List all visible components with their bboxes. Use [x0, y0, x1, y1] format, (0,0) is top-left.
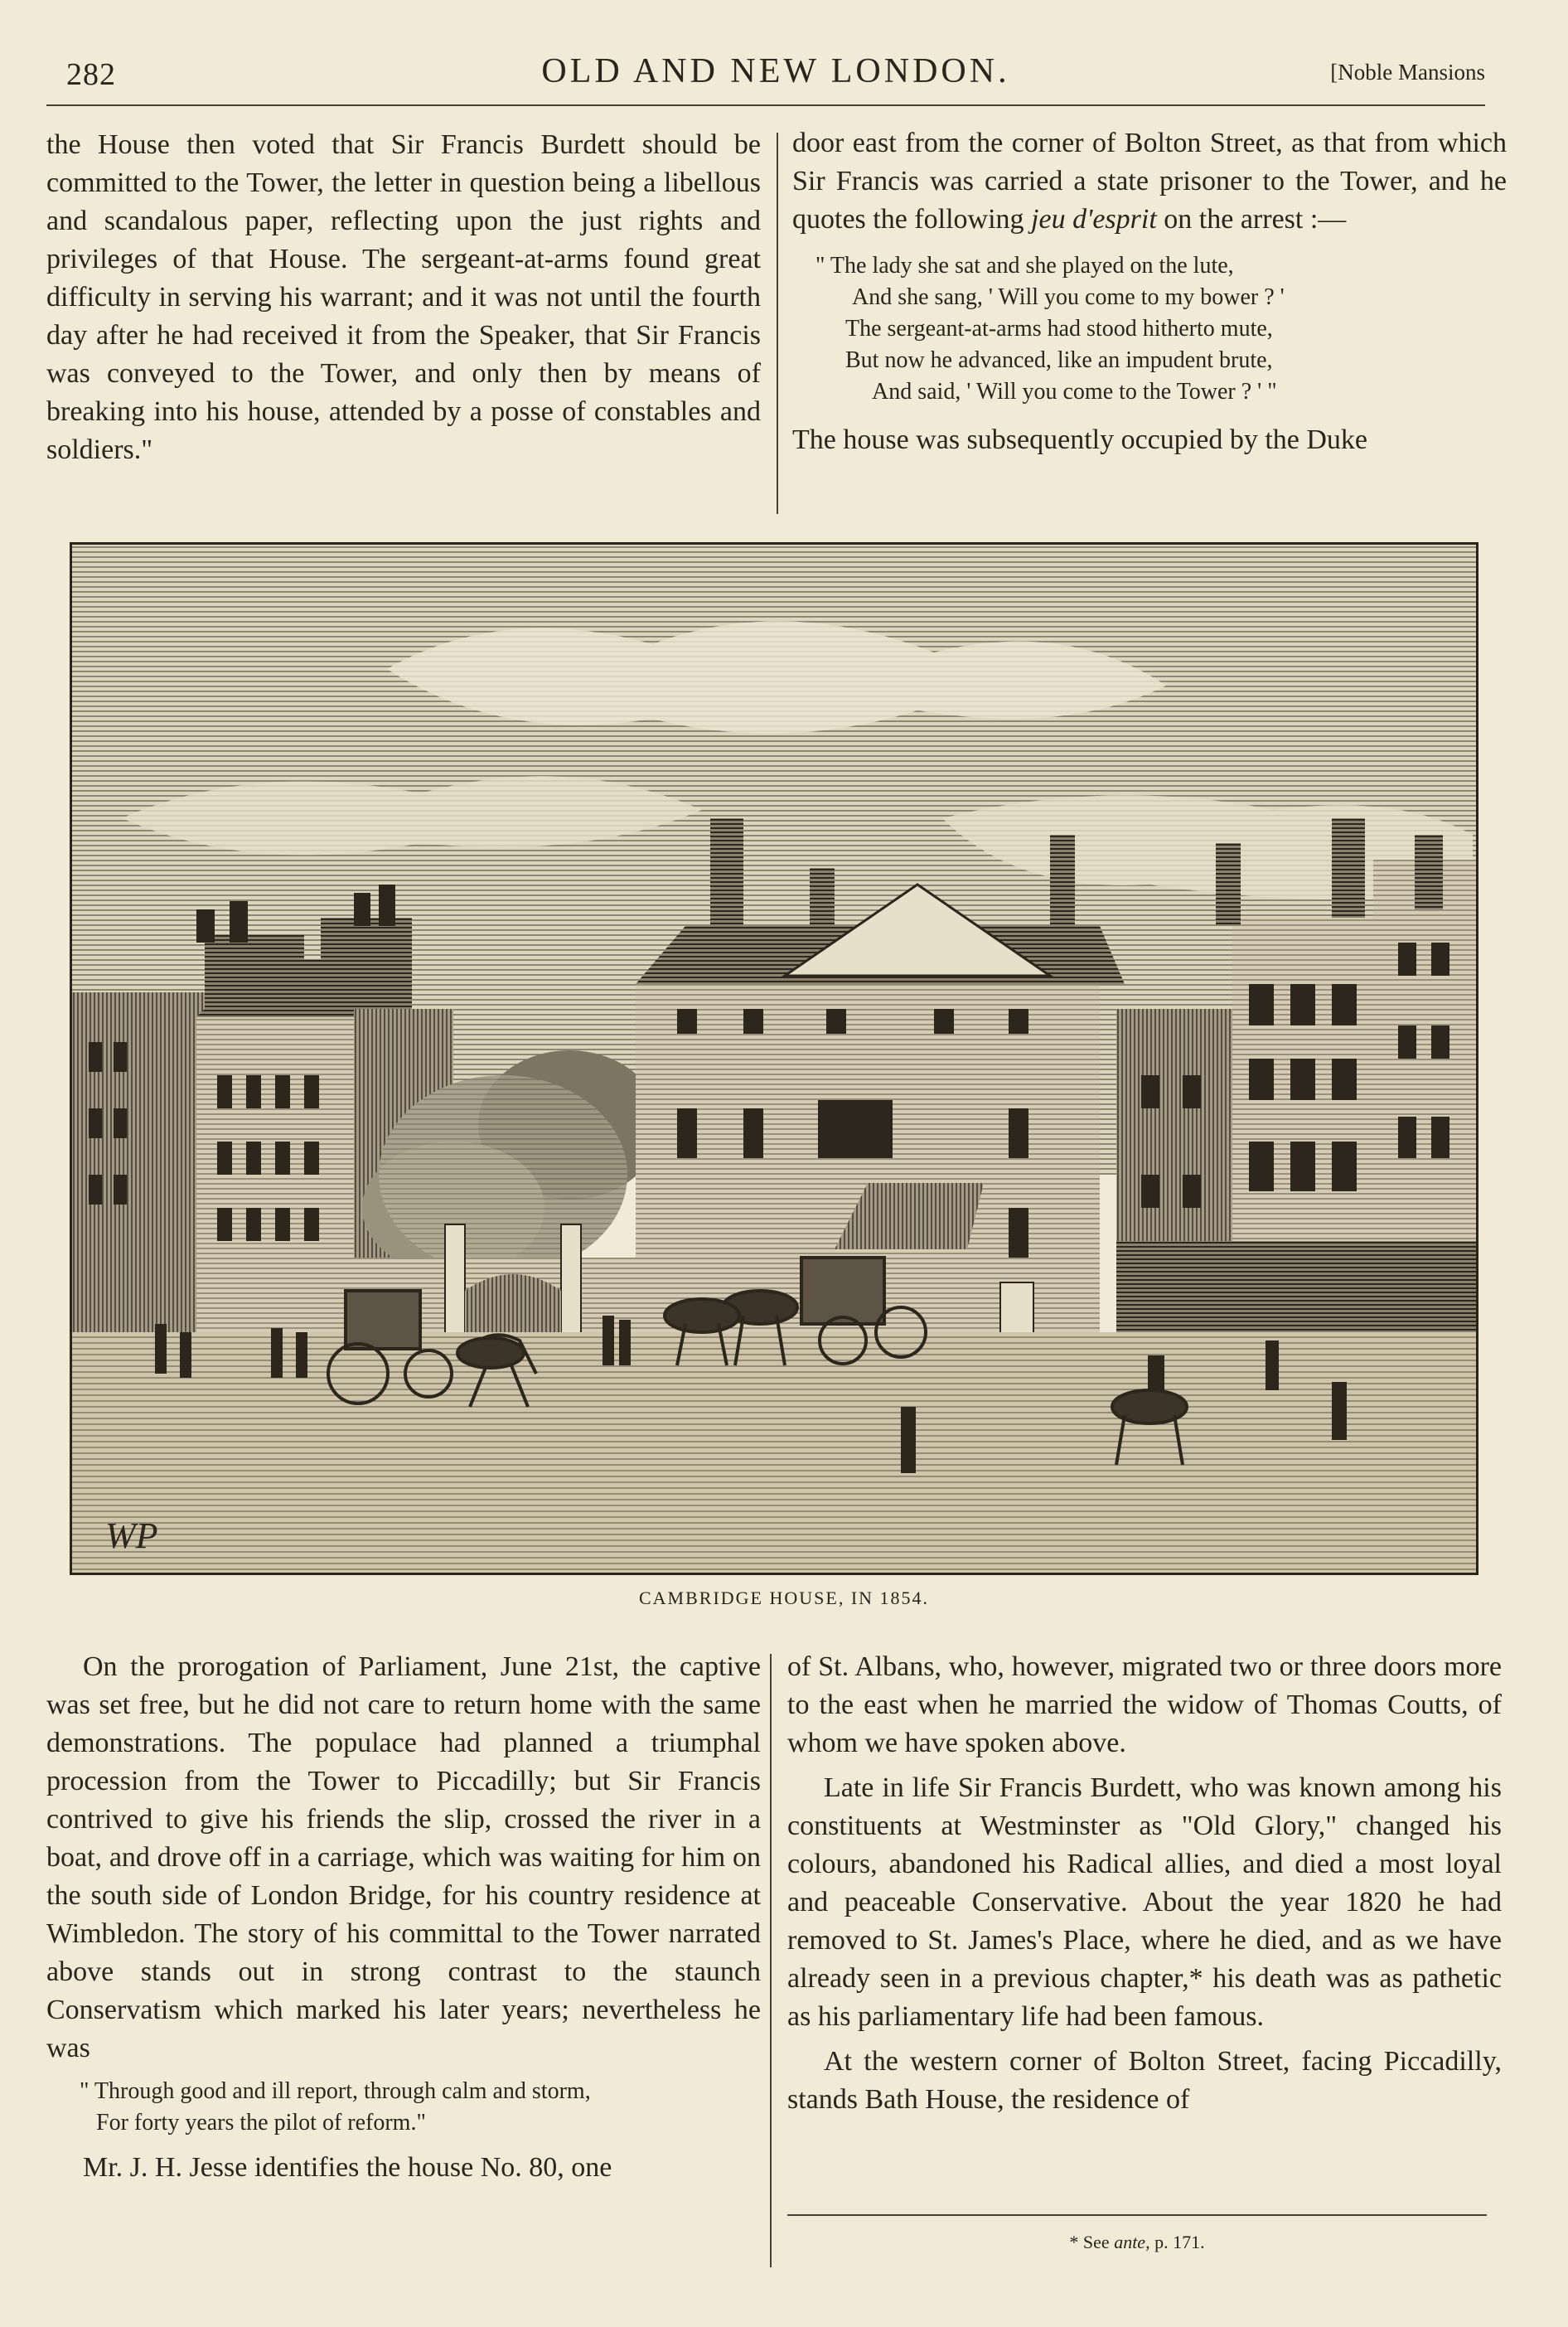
verse-block — [792, 250, 1507, 408]
verse-line: For forty years the pilot of reform." — [96, 2110, 426, 2136]
paragraph: Late in life Sir Francis Burdett, who was known among his constituents at Westminster as "Old Glory," changed his colours, abandoned his Radical allies, and died a most loyal and peaceable Conservative. About the year 1820 he had removed to St. James's Place, where he died, and as we have already seen in a previous chapter,* his death was as pathetic as his parliamentary life had been famous. — [787, 1772, 1502, 2032]
column-bottom-right — [787, 1648, 1502, 2119]
book-title: OLD AND NEW LONDON. — [541, 52, 1010, 90]
italic-phrase: jeu d'esprit — [1031, 204, 1157, 235]
verse-line: But now he advanced, like an impudent brute, — [845, 347, 1273, 373]
verse-line: " Through good and ill report, through calm and storm, — [80, 2078, 591, 2104]
column-top-left — [46, 126, 761, 469]
paragraph: door east from the corner of Bolton Street, as that from which Sir Francis was carried a state prisoner to the Tower, and he quotes the following jeu d'esprit on the arrest :— — [792, 128, 1507, 235]
verse-line: And she sang, ' Will you come to my bower ? ' — [852, 284, 1285, 310]
artist-monogram: WP — [105, 1515, 158, 1556]
column-divider — [770, 1654, 772, 2267]
street — [72, 1332, 1476, 1573]
engraving-cambridge-house — [70, 542, 1478, 1575]
section-title: [Noble Mansions — [1330, 60, 1485, 85]
paragraph: The house was subsequently occupied by the Duke — [792, 424, 1367, 455]
footnote: * See ante, p. 171. — [1069, 2232, 1205, 2252]
paragraph: On the prorogation of Parliament, June 21st, the captive was set free, but he did not care to return home with the same demonstrations. The populace had planned a triumphal procession from the Tower to Piccadilly; but Sir Francis contrived to give his friends the slip, crossed the river in a boat, and drove off in a carriage, which was waiting for him on the south side of London Bridge, for his country residence at Wimbledon. The story of his committal to the Tower narrated above stands out in strong contrast to the staunch Conservatism which marked his later years; nevertheless he was — [46, 1651, 761, 2063]
header-rule — [46, 104, 1485, 106]
paragraph: Mr. J. H. Jesse identifies the house No. 80, one — [83, 2152, 612, 2183]
verse-line: The sergeant-at-arms had stood hitherto mute, — [845, 316, 1273, 342]
footnote-rule — [787, 2214, 1487, 2216]
column-divider — [777, 133, 778, 514]
column-top-right — [792, 124, 1507, 459]
running-head — [66, 51, 1485, 101]
page-number: 282 — [66, 57, 116, 92]
verse-block — [80, 2076, 761, 2139]
illustration-caption: CAMBRIDGE HOUSE, IN 1854. — [638, 1588, 930, 1608]
paragraph: the House then voted that Sir Francis Burdett should be committed to the Tower, the letter in question being a libellous and scandalous paper, reflecting upon the just rights and privileges of that House. The sergeant-at-arms found great difficulty in serving his warrant; and it was not until the fourth day after he had received it from the Speaker, that Sir Francis was conveyed to the Tower, and only then by means of breaking into his house, attended by a posse of constables and soldiers." — [46, 129, 761, 465]
paragraph: of St. Albans, who, however, migrated two or three doors more to the east when he married the widow of Thomas Coutts, of whom we have spoken above. — [787, 1651, 1502, 1758]
verse-line: " The lady she sat and she played on the lute, — [815, 253, 1234, 279]
verse-line: And said, ' Will you come to the Tower ? ' " — [872, 379, 1277, 405]
paragraph: At the western corner of Bolton Street, facing Piccadilly, stands Bath House, the residence of — [787, 2046, 1502, 2115]
column-bottom-left — [46, 1648, 761, 2187]
doorway — [1000, 1282, 1033, 1340]
